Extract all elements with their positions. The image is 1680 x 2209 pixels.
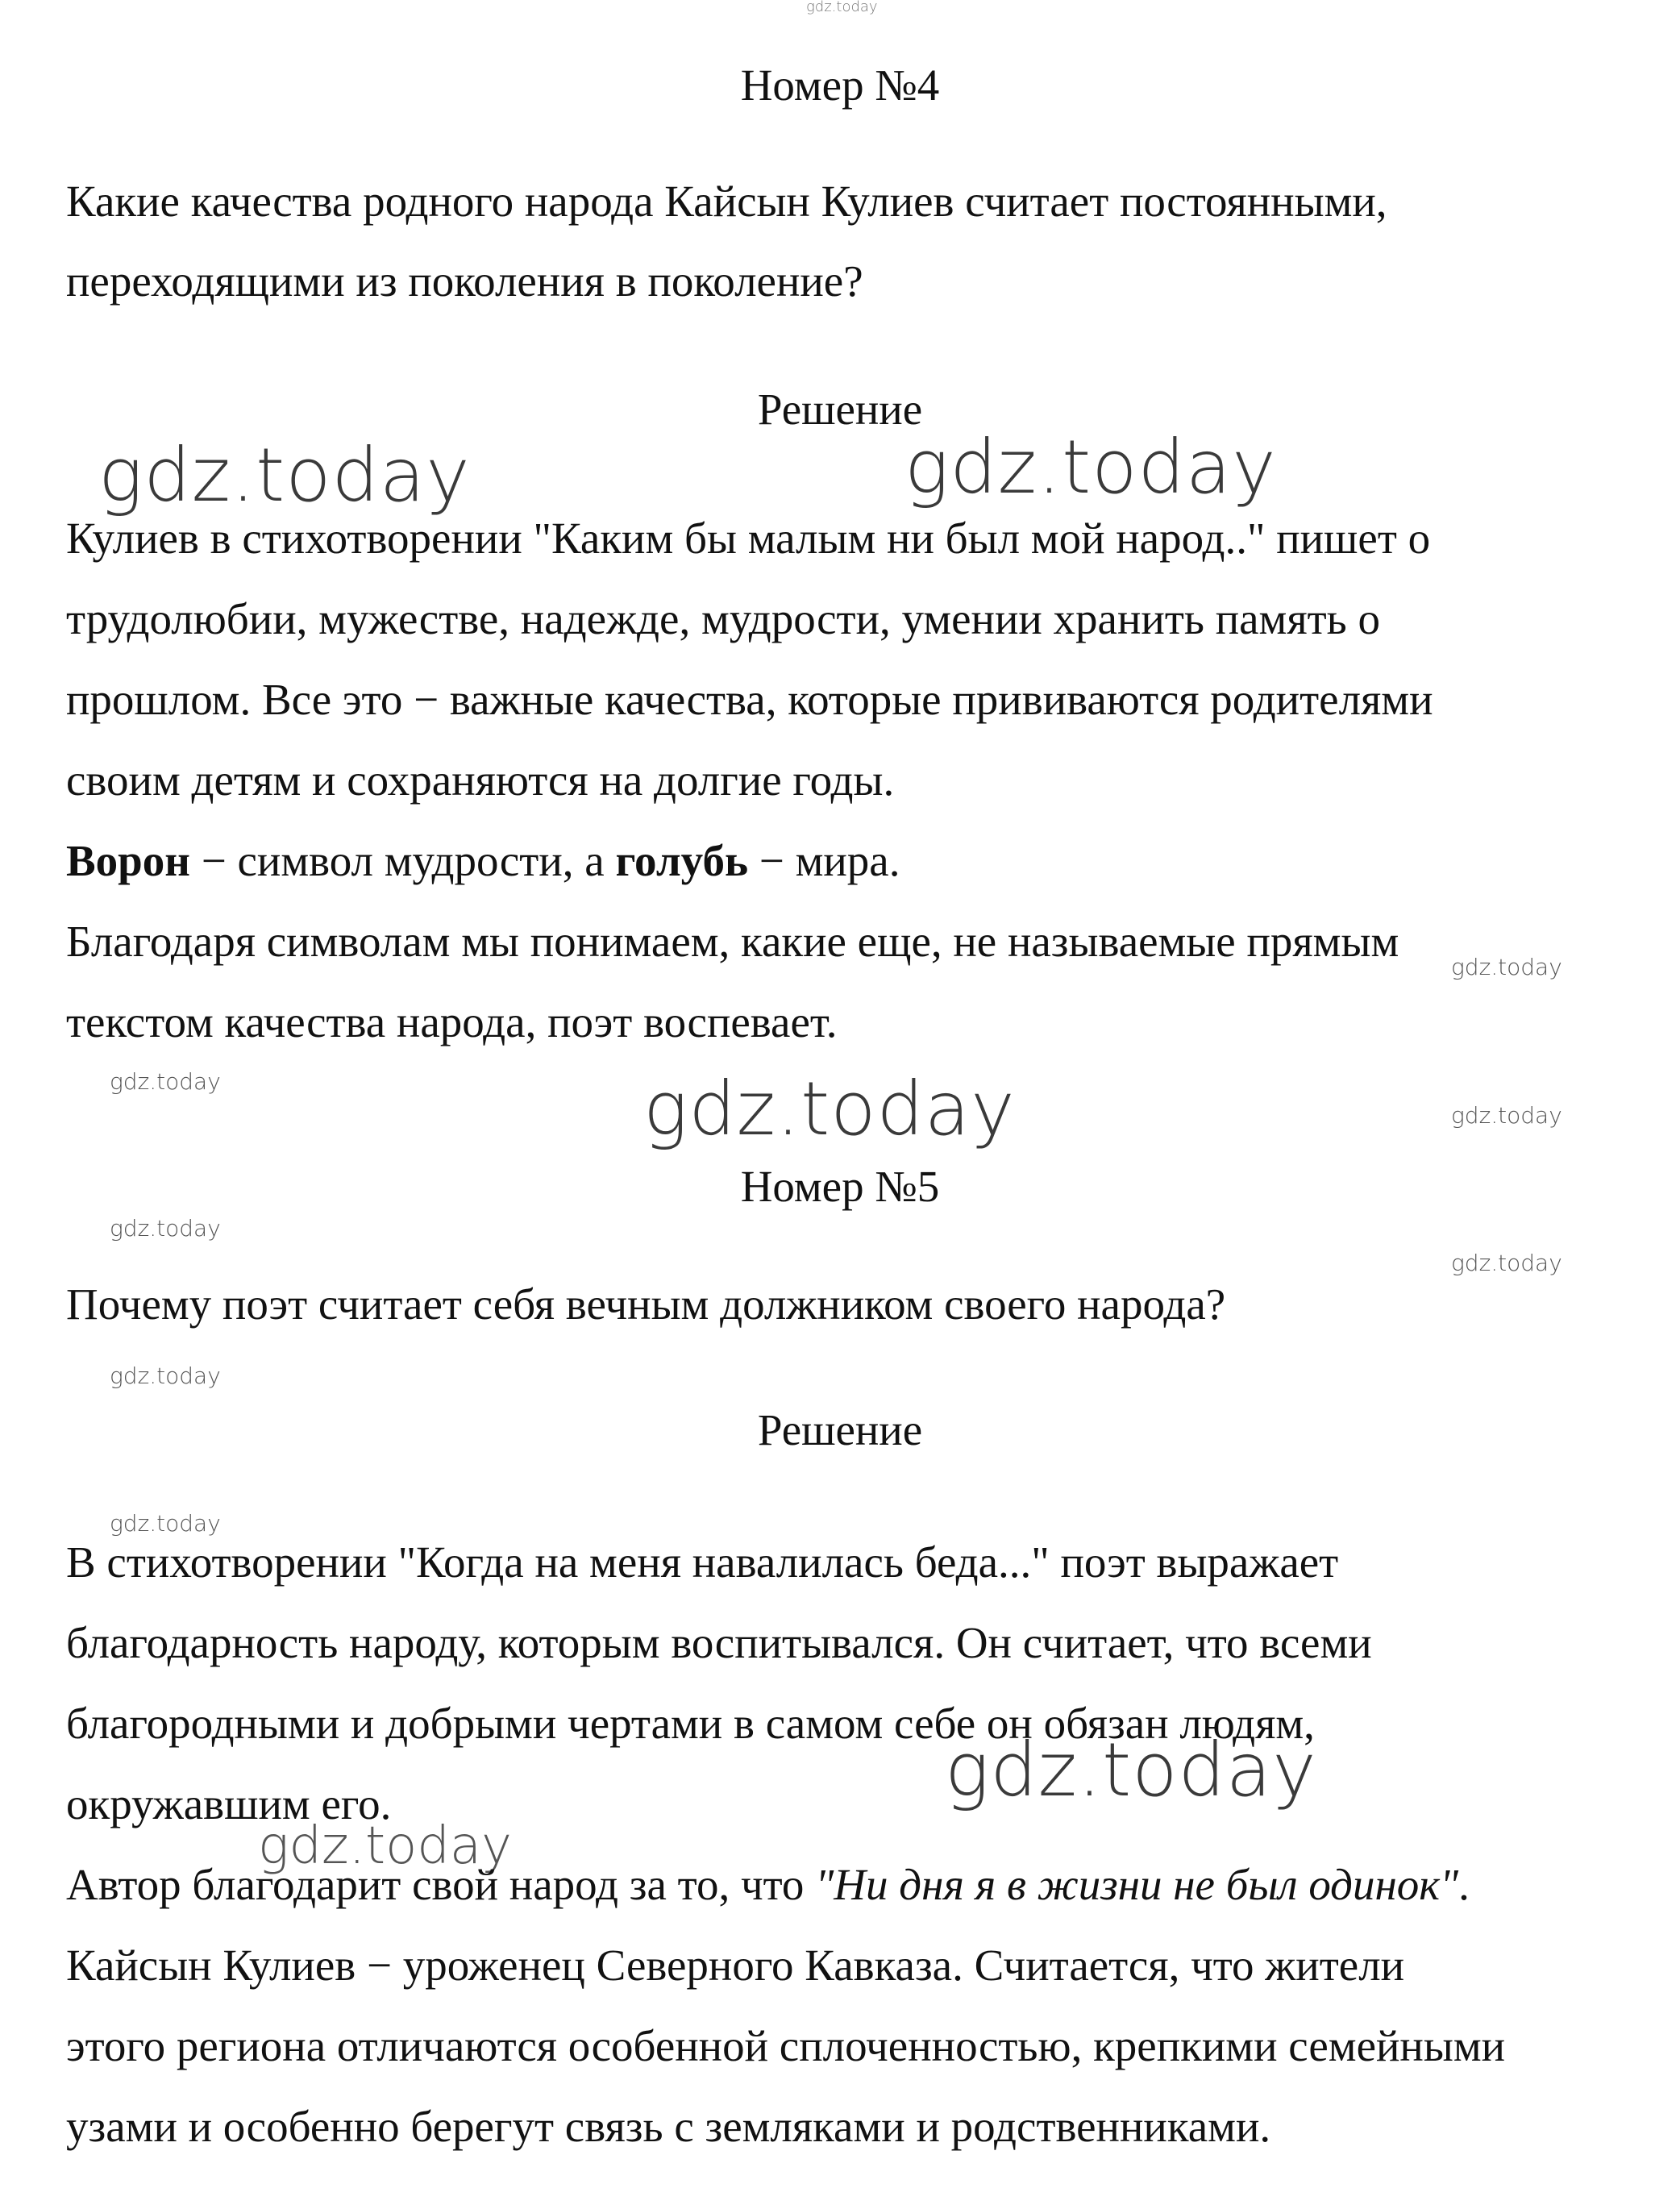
q4-title: Номер №4 bbox=[740, 60, 940, 110]
q4-answer-line: Кулиев в стихотворении "Каким бы малым ни был мой народ.." пишет о bbox=[66, 514, 1431, 563]
q5-answer-line: окружавшим его. bbox=[66, 1779, 392, 1828]
watermark: gdz.today bbox=[1451, 1250, 1562, 1276]
watermark: gdz.today bbox=[98, 432, 471, 518]
watermark: gdz.today bbox=[1451, 1102, 1562, 1129]
q5-closing-line: Кайсын Кулиев − уроженец Северного Кавказа. Считается, что жители bbox=[66, 1941, 1405, 1990]
q5-closing-line: этого региона отличаются особенной сплоченностью, крепкими семейными bbox=[66, 2021, 1506, 2070]
q4-answer-line: трудолюбии, мужестве, надежде, мудрости, умении хранить память о bbox=[66, 594, 1381, 643]
dove-term: голубь bbox=[615, 836, 749, 885]
q4-answer-line: своим детям и сохраняются на долгие годы. bbox=[66, 755, 895, 805]
q5-quote-line: Автор благодарит свой народ за то, что "Ни дня я в жизни не был одинок". bbox=[66, 1860, 1470, 1909]
watermark: gdz.today bbox=[110, 1362, 221, 1389]
watermark: gdz.today bbox=[110, 1215, 221, 1242]
watermark: gdz.today bbox=[110, 1510, 221, 1537]
q5-title: Номер №5 bbox=[740, 1162, 940, 1211]
q4-closing-line: Благодаря символам мы понимаем, какие еще, не называемые прямым bbox=[66, 917, 1399, 966]
q5-closing-line: узами и особенно берегут связь с земляками и родственниками. bbox=[66, 2102, 1271, 2151]
q5-answer-line: благодарность народу, которым воспитывался. Он считает, что всеми bbox=[66, 1618, 1372, 1667]
q5-solution-heading: Решение bbox=[757, 1405, 923, 1454]
watermark: gdz.today bbox=[904, 424, 1277, 510]
raven-term: Ворон bbox=[66, 836, 190, 885]
q4-symbols-line: Ворон − символ мудрости, а голубь − мира. bbox=[66, 836, 900, 885]
watermark: gdz.today bbox=[806, 0, 878, 15]
q5-answer-line: благородными и добрыми чертами в самом себе он обязан людям, bbox=[66, 1699, 1315, 1748]
watermark: gdz.today bbox=[258, 1816, 512, 1876]
q5-question: Почему поэт считает себя вечным должником своего народа? bbox=[66, 1279, 1226, 1329]
q5-answer-line: В стихотворении "Когда на меня навалилась беда..." поэт выражает bbox=[66, 1537, 1339, 1587]
q4-closing-line: текстом качества народа, поэт воспевает. bbox=[66, 997, 838, 1046]
watermark: gdz.today bbox=[945, 1727, 1317, 1813]
q4-answer-line: прошлом. Все это − важные качества, которые прививаются родителями bbox=[66, 675, 1433, 724]
poem-quote: "Ни дня я в жизни не был одинок" bbox=[815, 1860, 1459, 1909]
q4-solution-heading: Решение bbox=[757, 385, 923, 434]
watermark: gdz.today bbox=[643, 1066, 1016, 1152]
watermark: gdz.today bbox=[1451, 954, 1562, 980]
q4-question-line: переходящими из поколения в поколение? bbox=[66, 256, 863, 306]
watermark: gdz.today bbox=[110, 1068, 221, 1095]
q4-question-line: Какие качества родного народа Кайсын Кулиев считает постоянными, bbox=[66, 177, 1387, 226]
